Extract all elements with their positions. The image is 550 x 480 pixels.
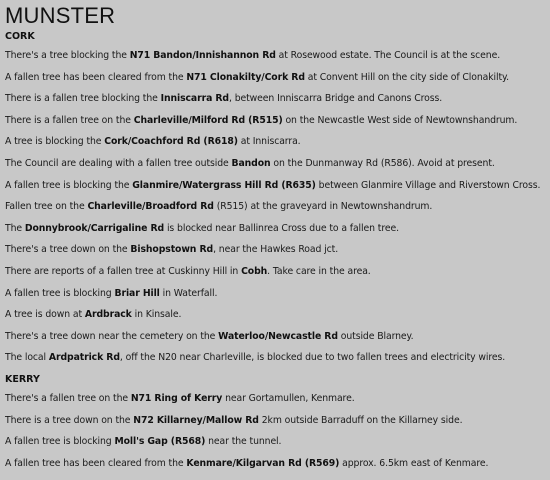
road-name: N71 Clonakilty/Cork Rd — [186, 71, 305, 83]
incident-text: There's a tree blocking the — [5, 50, 130, 61]
incident-item — [5, 352, 550, 364]
incident-text: A fallen tree is blocking — [5, 436, 115, 448]
incident-item — [5, 244, 550, 256]
road-name: N72 Killarney/Mallow Rd — [133, 414, 259, 426]
incident-text: , between Inniscarra Bridge and Canons Cross. — [229, 93, 443, 105]
incident-text: is blocked near Ballinrea Cross due to a fallen tree. — [164, 222, 399, 234]
road-name: Bandon — [231, 157, 271, 169]
incident-text: There's a fallen tree on the — [5, 392, 131, 404]
incident-text: on the Newcastle West side of Newtownshandrum. — [282, 114, 518, 126]
incident-item — [5, 458, 550, 470]
road-name: Inniscarra Rd — [160, 93, 229, 105]
incident-item — [5, 436, 550, 448]
incident-text: Fallen tree on the — [5, 201, 88, 213]
incident-text: at Rosewood estate. The Council is at the scene. — [275, 50, 501, 61]
incident-text: (R515) at the graveyard in Newtownshandrum. — [213, 201, 433, 213]
road-name: N71 Bandon/Innishannon Rd — [129, 50, 276, 61]
county-heading: CORK — [5, 31, 35, 42]
road-name: Moll's Gap (R568) — [114, 436, 206, 448]
incident-text: in Kinsale. — [131, 309, 182, 321]
incident-text: , near the Hawkes Road jct. — [213, 244, 339, 256]
road-name: Kenmare/Kilgarvan Rd (R569) — [186, 457, 340, 469]
incident-text: 2km outside Barraduff on the Killarney side. — [258, 414, 463, 426]
incident-text: A fallen tree has been cleared from the — [5, 457, 187, 469]
road-name: Ardbrack — [84, 309, 132, 321]
incident-text: There is a fallen tree on the — [5, 114, 134, 126]
incident-item — [5, 331, 550, 343]
incident-item — [5, 72, 550, 84]
incident-text: near the tunnel. — [205, 436, 282, 448]
incident-text: at Inniscarra. — [237, 136, 301, 148]
incident-item — [5, 180, 550, 192]
road-name: Charleville/Broadford Rd — [87, 201, 214, 213]
incident-text: There are reports of a fallen tree at Cuskinny Hill in — [5, 265, 242, 277]
incident-text: There's a tree down on the — [5, 244, 131, 256]
incident-item — [5, 415, 550, 427]
incident-item — [5, 158, 550, 170]
incident-item — [5, 309, 550, 321]
incident-text: There is a fallen tree blocking the — [5, 93, 161, 105]
incident-item — [5, 266, 550, 278]
incident-item — [5, 393, 550, 405]
incident-item — [5, 288, 550, 300]
incident-text: approx. 6.5km east of Kenmare. — [339, 457, 489, 469]
incident-text: A fallen tree is blocking — [5, 287, 115, 299]
sections — [5, 31, 550, 470]
incident-text: The Council are dealing with a fallen tree outside — [5, 157, 232, 169]
incident-item — [5, 93, 550, 105]
road-name: Donnybrook/Carrigaline Rd — [24, 222, 165, 234]
incident-text: . Take care in the area. — [267, 265, 371, 277]
incident-text: A tree is blocking the — [5, 136, 105, 148]
incident-item — [5, 201, 550, 213]
incident-text: There's a tree down near the cemetery on the — [5, 330, 219, 342]
road-name: Waterloo/Newcastle Rd — [218, 330, 338, 342]
incident-text: at Convent Hill on the city side of Clonakilty. — [304, 71, 509, 83]
incident-text: near Gortamullen, Kenmare. — [222, 392, 355, 404]
road-name: Bishopstown Rd — [130, 244, 214, 256]
county-heading: KERRY — [5, 373, 40, 385]
incident-text: The — [5, 222, 25, 234]
incident-text: A fallen tree has been cleared from the — [5, 71, 187, 83]
road-name: N71 Ring of Kerry — [130, 392, 223, 404]
road-name: Cork/Coachford Rd (R618) — [104, 136, 238, 148]
incident-text: on the Dunmanway Rd (R586). Avoid at present. — [270, 157, 495, 169]
road-name: Cobh — [241, 265, 268, 277]
incident-text: A fallen tree is blocking the — [5, 179, 133, 191]
incident-text: between Glanmire Village and Riverstown Cross. — [315, 179, 541, 191]
incident-item — [5, 223, 550, 235]
incident-text: outside Blarney. — [337, 330, 414, 342]
incident-item — [5, 115, 550, 127]
road-name: Briar Hill — [114, 287, 160, 299]
incident-text: There is a tree down on the — [5, 414, 134, 426]
road-name: Glanmire/Watergrass Hill Rd (R635) — [132, 179, 316, 191]
incident-item — [5, 136, 550, 148]
incident-item — [5, 50, 550, 62]
incident-text: A tree is down at — [5, 309, 85, 321]
incident-text: , off the N20 near Charleville, is blocked due to two fallen trees and electricity wires. — [119, 352, 506, 364]
incident-text: The local — [5, 352, 49, 364]
incident-text: in Waterfall. — [159, 287, 218, 299]
page-title: MUNSTER — [5, 3, 116, 28]
road-name: Charleville/Milford Rd (R515) — [133, 114, 283, 126]
road-name: Ardpatrick Rd — [48, 352, 120, 364]
